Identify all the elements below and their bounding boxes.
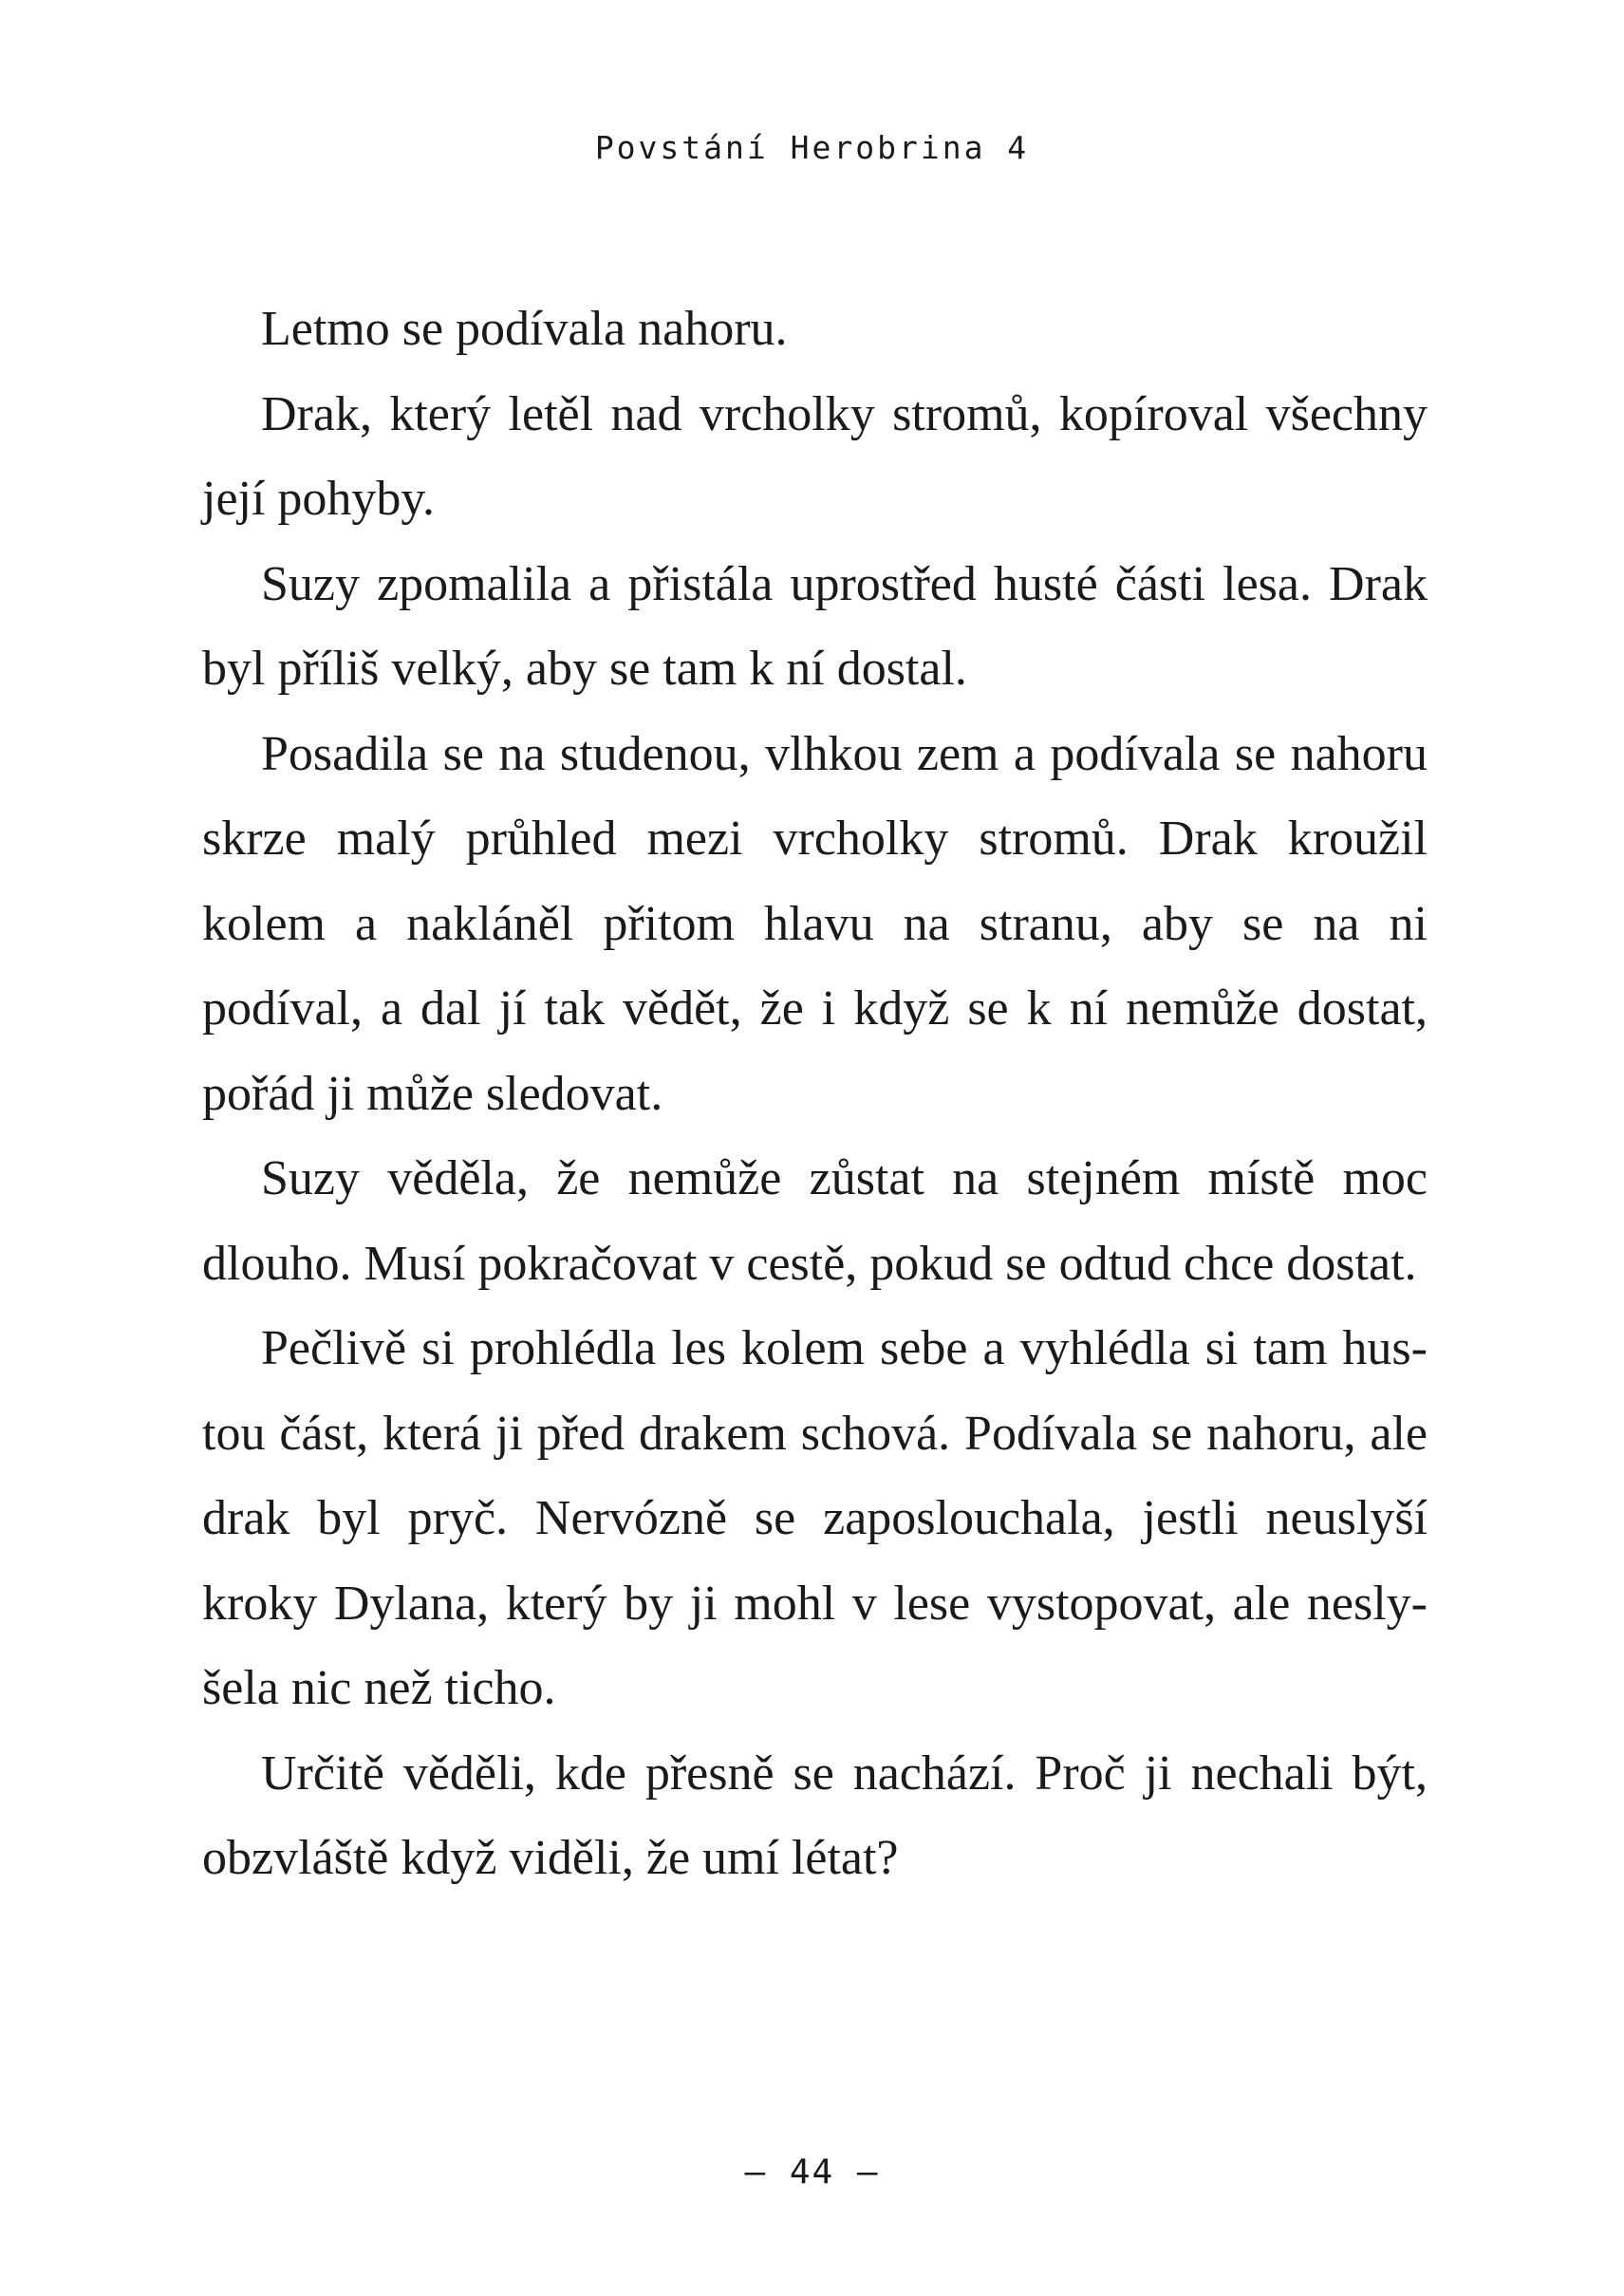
paragraph: Pečlivě si prohlédla les kolem sebe a vyhlédla si tam hustou část, která ji před drakem schová. Podívala se nahoru, ale drak byl pryč. Nervózně se zaposlouchala, jestli neuslyší kroky Dylana, který by ji mohl v lese vystopovat, ale neslyšela nic než ticho. [202,1321,1428,1715]
paragraph: Suzy zpomalila a přistála uprostřed husté části lesa. Drak byl příliš velký, aby se tam k ní dostal. [202,556,1428,696]
page-number: – 44 – [744,2153,880,2192]
paragraph: Posadila se na studenou, vlhkou zem a podívala se nahoru skrze malý průhled mezi vrcholky stromů. Drak kroužil kolem a nakláněl přitom hlavu na stranu, aby se na ni podíval, a dal jí tak vědět, že i když se k ní nemůže dostat, pořád ji může sledovat. [202,726,1428,1121]
body-text [202,287,1428,1901]
paragraph: Suzy věděla, že nemůže zůstat na stejném místě moc dlouho. Musí pokračovat v cestě, pokud se odtud chce dostat. [202,1151,1428,1291]
running-title: Povstání Herobrina 4 [594,129,1030,166]
paragraph: Určitě věděli, kde přesně se nachází. Proč ji nechali být, obzvláště když viděli, že umí létat? [202,1745,1428,1885]
paragraph: Drak, který letěl nad vrcholky stromů, kopíroval všechny její pohyby. [202,386,1428,526]
paragraph: Letmo se podívala nahoru. [261,302,788,356]
